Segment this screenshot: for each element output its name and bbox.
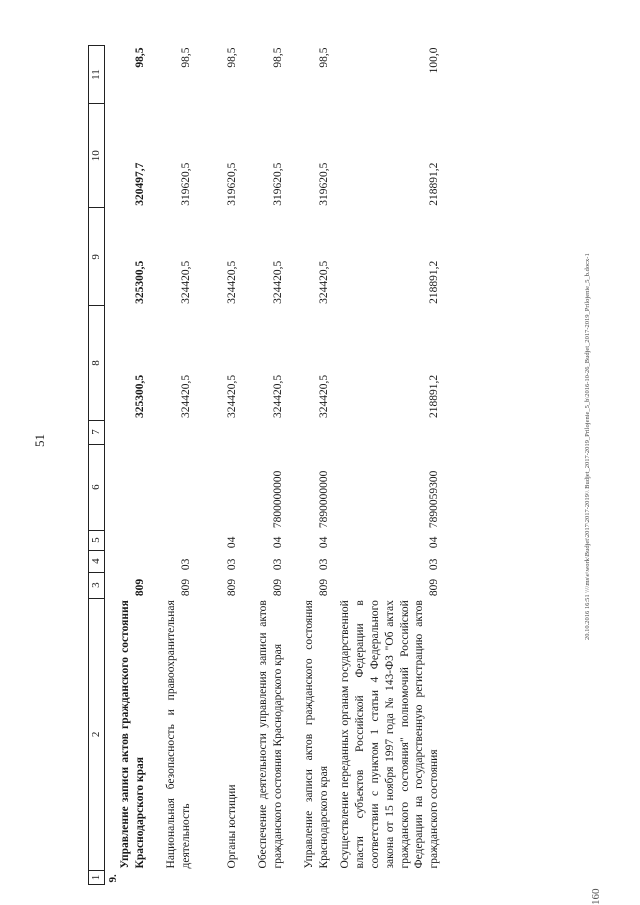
subsection-code	[151, 530, 197, 550]
subsection-code	[105, 530, 151, 550]
value-col10: 320497,7	[133, 162, 146, 206]
page-number: 51	[32, 434, 47, 447]
value-col9: 324420,5	[225, 260, 238, 304]
value-col8: 324420,5	[179, 374, 192, 419]
budget-table	[88, 45, 445, 885]
file-path-footer: 20.10.2016 16:51 \\\\ms\e\work\Budjet\2017\2017-2019\\ Budjet_2017-2019_Prilojenie_5_b\2016-10-26_Budjet_2017-2019_Prilojenie_5_b.docx-1	[584, 253, 591, 640]
value-col10: 319620,5	[225, 162, 238, 206]
target-article-code: 7890059300	[428, 470, 441, 529]
expense-type-code	[197, 420, 243, 444]
value-col10: 218891,2	[428, 162, 441, 206]
value-col11: 100,0	[428, 47, 441, 74]
target-article-code: 7800000000	[271, 470, 284, 529]
column-header: 8	[89, 306, 105, 420]
table-row	[105, 46, 151, 885]
expense-type-code	[335, 420, 446, 444]
value-col9: 324420,5	[179, 260, 192, 304]
column-header: 5	[89, 530, 105, 550]
section-code: 03	[317, 558, 330, 571]
column-header: 4	[89, 550, 105, 572]
row-name: Обеспечение деятельности управления записи актов гражданского состояния Краснодарского края	[256, 600, 284, 869]
column-header: 9	[89, 208, 105, 306]
column-header: 1	[89, 870, 105, 884]
subsection-code: 04	[317, 536, 330, 549]
row-name: Национальная безопасность и правоохранительная деятельность	[164, 600, 192, 869]
value-col11: 98,5	[133, 47, 146, 68]
column-number-row	[89, 46, 105, 885]
row-index: 9.	[107, 874, 120, 883]
column-header: 10	[89, 104, 105, 208]
section-code: 03	[179, 558, 192, 571]
row-index	[151, 870, 197, 884]
value-col9: 218891,2	[428, 260, 441, 304]
table-row	[335, 46, 446, 885]
value-col8: 218891,2	[428, 374, 441, 419]
row-name: Осуществление переданных органам государственной власти субъектов Российской Федерации в соответствии с пунктом 1 статьи 4 Федерального закона от 15 ноября 1997 года № 143-ФЗ "Об актах гражданского состояния" полномочий Российской Федерации на государственную регистрацию актов гражданского состояния	[338, 600, 441, 869]
row-index	[243, 870, 289, 884]
grbs-code: 809	[317, 578, 330, 597]
value-col11: 98,5	[225, 47, 238, 68]
subsection-code: 04	[428, 536, 441, 549]
section-code: 03	[271, 558, 284, 571]
value-col8: 324420,5	[317, 374, 330, 419]
value-col11: 98,5	[271, 47, 284, 68]
row-index	[197, 870, 243, 884]
row-index	[335, 870, 446, 884]
section-code: 03	[225, 558, 238, 571]
column-header: 11	[89, 46, 105, 104]
value-col11: 98,5	[179, 47, 192, 68]
expense-type-code	[151, 420, 197, 444]
table-row	[151, 46, 197, 885]
grbs-code: 809	[428, 578, 441, 597]
sheet-number: 160	[590, 888, 602, 905]
expense-type-code	[289, 420, 335, 444]
target-article-code	[151, 444, 197, 530]
value-col9: 325300,5	[133, 260, 146, 304]
value-col10: 319620,5	[271, 162, 284, 206]
value-col9: 324420,5	[317, 260, 330, 304]
grbs-code: 809	[179, 578, 192, 597]
column-header: 6	[89, 444, 105, 530]
expense-type-code	[105, 420, 151, 444]
table-row	[243, 46, 289, 885]
value-col10: 319620,5	[179, 162, 192, 206]
column-header: 3	[89, 572, 105, 598]
table-row	[289, 46, 335, 885]
budget-table-container	[88, 45, 518, 885]
value-col11: 98,5	[317, 47, 330, 68]
value-col10: 319620,5	[317, 162, 330, 206]
expense-type-code	[243, 420, 289, 444]
value-col9: 324420,5	[271, 260, 284, 304]
subsection-code: 04	[271, 536, 284, 549]
table-row	[197, 46, 243, 885]
grbs-code: 809	[225, 578, 238, 597]
row-name: Органы юстиции	[225, 784, 238, 869]
subsection-code: 04	[225, 536, 238, 549]
target-article-code	[197, 444, 243, 530]
column-header: 7	[89, 420, 105, 444]
grbs-code: 809	[133, 578, 146, 597]
section-code	[105, 550, 151, 572]
row-name: Управление записи актов гражданского состояния Краснодарского края	[118, 600, 146, 869]
row-index	[289, 870, 335, 884]
row-name: Управление записи актов гражданского состояния Краснодарского края	[302, 600, 330, 869]
target-article-code: 7890000000	[317, 470, 330, 529]
column-header: 2	[89, 598, 105, 870]
value-col8: 324420,5	[271, 374, 284, 419]
section-code: 03	[428, 558, 441, 571]
value-col8: 325300,5	[133, 374, 146, 419]
value-col8: 324420,5	[225, 374, 238, 419]
target-article-code	[105, 444, 151, 530]
grbs-code: 809	[271, 578, 284, 597]
